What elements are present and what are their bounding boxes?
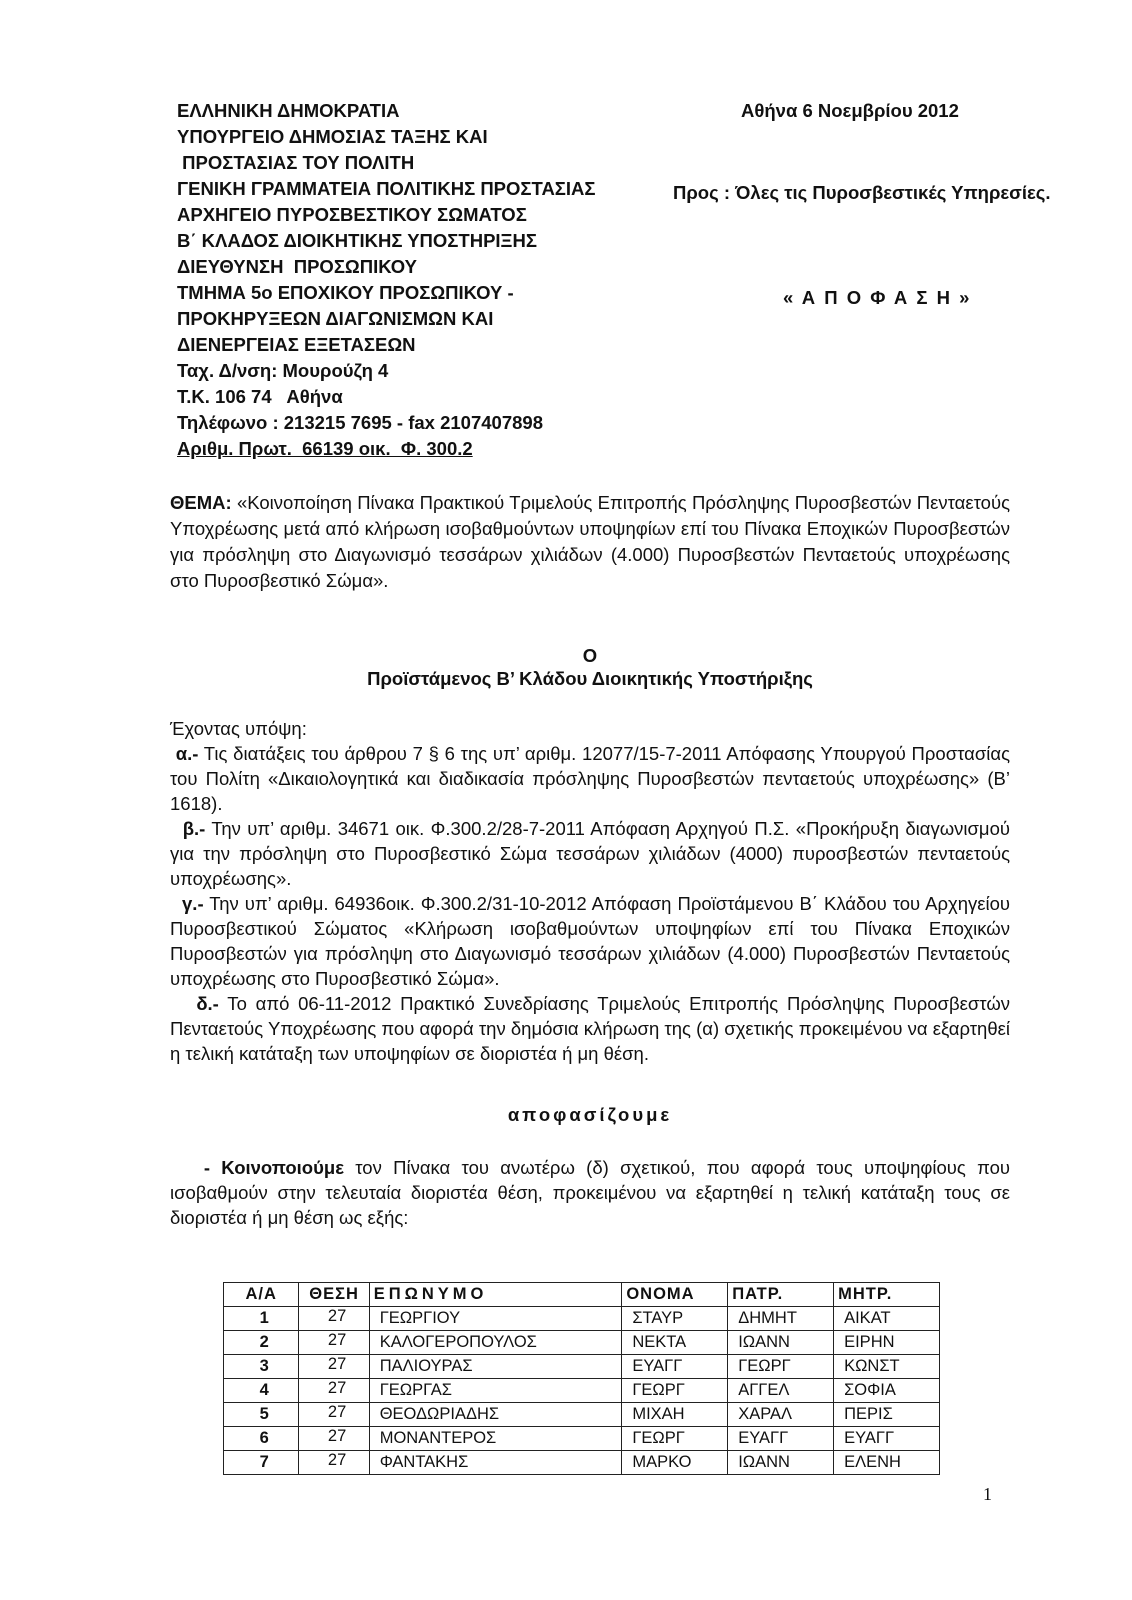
item-text: Τις διατάξεις του άρθρου 7 § 6 της υπ’ αριθμ. 12077/15-7-2011 Απόφασης Υπουργού Προστασίας του Πολίτη «Δικαιολογητικά και διαδικασία πρόσληψης Πυροσβεστών πενταετούς υποχρέωσης» (Β’ 1618). bbox=[170, 743, 1011, 814]
cell-name: ΕΥΑΓΓ bbox=[622, 1355, 728, 1379]
item-text: Την υπ’ αριθμ. 64936οικ. Φ.300.2/31-10-2012 Απόφαση Προϊστάμενου Β΄ Κλάδου του Αρχηγείου Πυροσβεστικού Σώματος «Κλήρωση ισοβαθμούντων υποψηφίων επί του Πίνακα Εποχικών Πυροσβεστών για πρόσληψη στο Διαγωνισμό τεσσάρων χιλιάδων (4.000) Πυροσβεστών Πενταετούς υποχρέωσης στο Πυροσβεστικό Σώμα». bbox=[170, 893, 1011, 989]
cell-aa: 3 bbox=[224, 1355, 299, 1379]
letterhead-line: ΑΡΧΗΓΕΙΟ ΠΥΡΟΣΒΕΣΤΙΚΟΥ ΣΩΜΑΤΟΣ bbox=[177, 204, 527, 225]
considering-intro: Έχοντας υπόψη: bbox=[170, 718, 307, 739]
cell-mother: ΕΥΑΓΓ bbox=[834, 1427, 940, 1451]
subject-text: «Κοινοποίηση Πίνακα Πρακτικού Τριμελούς Επιτροπής Πρόσληψης Πυροσβεστών Πενταετούς Υποχρέωσης μετά από κλήρωση ισοβαθμούντων υποψηφίων επί του Πίνακα Εποχικών Πυροσβεστών για πρόσληψη στο Διαγωνισμό τεσσάρων χιλιάδων (4.000) Πυροσβεστών Πενταετούς υποχρέωσης στο Πυροσβεστικό Σώμα». bbox=[170, 492, 1010, 591]
col-header-surname: ΕΠΩΝΥΜΟ bbox=[369, 1283, 622, 1307]
cell-mother: ΕΙΡΗΝ bbox=[834, 1331, 940, 1355]
cell-mother: ΣΟΦΙΑ bbox=[834, 1379, 940, 1403]
cell-father: ΙΩΑΝΝ bbox=[728, 1451, 834, 1475]
cell-father: ΓΕΩΡΓ bbox=[728, 1355, 834, 1379]
subject-paragraph bbox=[170, 490, 1010, 594]
cell-surname: ΓΕΩΡΓΑΣ bbox=[369, 1379, 622, 1403]
letterhead-line: Β΄ ΚΛΑΔΟΣ ΔΙΟΙΚΗΤΙΚΗΣ ΥΠΟΣΤΗΡΙΞΗΣ bbox=[177, 230, 537, 251]
phone-line: Τηλέφωνο : 213215 7695 - fax 2107407898 bbox=[177, 412, 543, 433]
cell-father: ΙΩΑΝΝ bbox=[728, 1331, 834, 1355]
address-line: Ταχ. Δ/νση: Μουρούζη 4 bbox=[177, 360, 389, 381]
item-text: Το από 06-11-2012 Πρακτικό Συνεδρίασης Τριμελούς Επιτροπής Πρόσληψης Πυροσβεστών Πενταετούς Υποχρέωσης που αφορά την δημόσια κλήρωση της (α) σχετικής προκειμένου να εξαρτηθεί η τελική κατάταξη των υποψηφίων σε διοριστέα ή μη θέση. bbox=[170, 993, 1011, 1064]
announce-text bbox=[170, 1155, 1010, 1230]
table-row bbox=[224, 1307, 940, 1331]
cell-father: ΑΓΓΕΛ bbox=[728, 1379, 834, 1403]
table-row bbox=[224, 1331, 940, 1355]
considering-item bbox=[170, 816, 1010, 891]
considering-section bbox=[170, 716, 1010, 1066]
col-header-position: ΘΕΣΗ bbox=[299, 1283, 369, 1307]
cell-mother: ΠΕΡΙΣ bbox=[834, 1403, 940, 1427]
table-row bbox=[224, 1379, 940, 1403]
cell-position: 27 bbox=[299, 1307, 369, 1331]
letterhead-line: ΥΠΟΥΡΓΕΙΟ ΔΗΜΟΣΙΑΣ ΤΑΞΗΣ ΚΑΙ bbox=[177, 126, 488, 147]
cell-position: 27 bbox=[299, 1331, 369, 1355]
col-header-father: ΠΑΤΡ. bbox=[728, 1283, 834, 1307]
cell-aa: 1 bbox=[224, 1307, 299, 1331]
recipients: Προς : Όλες τις Πυροσβεστικές Υπηρεσίες. bbox=[673, 182, 1051, 203]
cell-mother: ΕΛΕΝΗ bbox=[834, 1451, 940, 1475]
cell-aa: 7 bbox=[224, 1451, 299, 1475]
cell-mother: ΚΩΝΣΤ bbox=[834, 1355, 940, 1379]
cell-position: 27 bbox=[299, 1355, 369, 1379]
cell-surname: ΚΑΛΟΓΕΡΟΠΟΥΛΟΣ bbox=[369, 1331, 622, 1355]
table-row bbox=[224, 1427, 940, 1451]
item-label: δ.- bbox=[196, 993, 219, 1014]
resolve-heading: αποφασίζουμε bbox=[507, 1104, 673, 1125]
col-header-aa: Α/Α bbox=[224, 1283, 299, 1307]
cell-aa: 2 bbox=[224, 1331, 299, 1355]
cell-aa: 4 bbox=[224, 1379, 299, 1403]
cell-surname: ΓΕΩΡΓΙΟΥ bbox=[369, 1307, 622, 1331]
table-header-row bbox=[224, 1283, 940, 1307]
considering-item bbox=[170, 991, 1010, 1066]
table-row bbox=[224, 1451, 940, 1475]
considering-item bbox=[170, 891, 1010, 991]
announce-body: τον Πίνακα του ανωτέρω (δ) σχετικού, που αφορά τους υποψηφίους που ισοβαθμούν στην τελευταία διοριστέα θέση, προκειμένου να εξαρτηθεί η τελική κατάταξη τους σε διοριστέα ή μη θέση ως εξής: bbox=[170, 1157, 1011, 1228]
cell-aa: 5 bbox=[224, 1403, 299, 1427]
table-row bbox=[224, 1355, 940, 1379]
item-label: γ.- bbox=[182, 893, 204, 914]
col-header-mother: ΜΗΤΡ. bbox=[834, 1283, 940, 1307]
cell-position: 27 bbox=[299, 1427, 369, 1451]
announce-lead: - Κοινοποιούμε bbox=[192, 1157, 344, 1178]
letterhead bbox=[177, 98, 596, 462]
cell-name: ΜΑΡΚΟ bbox=[622, 1451, 728, 1475]
considering-item bbox=[170, 741, 1010, 816]
item-label: α.- bbox=[175, 743, 199, 764]
letterhead-line: ΕΛΛΗΝΙΚΗ ΔΗΜΟΚΡΑΤΙΑ bbox=[177, 100, 400, 121]
cell-name: ΝΕΚΤΑ bbox=[622, 1331, 728, 1355]
col-header-name: ΟΝΟΜΑ bbox=[622, 1283, 728, 1307]
subject-label: ΘΕΜΑ: bbox=[170, 492, 232, 513]
cell-mother: ΑΙΚΑΤ bbox=[834, 1307, 940, 1331]
cell-name: ΓΕΩΡΓ bbox=[622, 1379, 728, 1403]
cell-father: ΧΑΡΑΛ bbox=[728, 1403, 834, 1427]
candidates-table bbox=[223, 1282, 940, 1475]
cell-name: ΣΤΑΥΡ bbox=[622, 1307, 728, 1331]
cell-surname: ΘΕΟΔΩΡΙΑΔΗΣ bbox=[369, 1403, 622, 1427]
cell-father: ΔΗΜΗΤ bbox=[728, 1307, 834, 1331]
page-number: 1 bbox=[983, 1484, 992, 1504]
document-date: Αθήνα 6 Νοεμβρίου 2012 bbox=[741, 100, 959, 121]
letterhead-line: ΓΕΝΙΚΗ ΓΡΑΜΜΑΤΕΙΑ ΠΟΛΙΤΙΚΗΣ ΠΡΟΣΤΑΣΙΑΣ bbox=[177, 178, 596, 199]
decision-title: « Α Π Ο Φ Α Σ Η » bbox=[783, 287, 972, 308]
postcode-line: Τ.Κ. 106 74 Αθήνα bbox=[177, 386, 343, 407]
letterhead-line: ΤΜΗΜΑ 5ο ΕΠΟΧΙΚΟΥ ΠΡΟΣΩΠΙΚΟΥ - bbox=[177, 282, 514, 303]
cell-name: ΓΕΩΡΓ bbox=[622, 1427, 728, 1451]
cell-name: ΜΙΧΑΗ bbox=[622, 1403, 728, 1427]
letterhead-line: ΠΡΟΣΤΑΣΙΑΣ ΤΟΥ ΠΟΛΙΤΗ bbox=[177, 152, 415, 173]
cell-father: ΕΥΑΓΓ bbox=[728, 1427, 834, 1451]
cell-aa: 6 bbox=[224, 1427, 299, 1451]
letterhead-line: ΔΙΕΝΕΡΓΕΙΑΣ ΕΞΕΤΑΣΕΩΝ bbox=[177, 334, 416, 355]
letterhead-line: ΔΙΕΥΘΥΝΣΗ ΠΡΟΣΩΠΙΚΟΥ bbox=[177, 256, 417, 277]
cell-position: 27 bbox=[299, 1403, 369, 1427]
cell-surname: ΜΟΝΑΝΤΕΡΟΣ bbox=[369, 1427, 622, 1451]
table-row bbox=[224, 1403, 940, 1427]
cell-surname: ΠΑΛΙΟΥΡΑΣ bbox=[369, 1355, 622, 1379]
protocol-number: Αριθμ. Πρωτ. 66139 οικ. Φ. 300.2 bbox=[177, 438, 473, 459]
cell-position: 27 bbox=[299, 1379, 369, 1403]
announce-paragraph bbox=[170, 1155, 1010, 1230]
cell-surname: ΦΑΝΤΑΚΗΣ bbox=[369, 1451, 622, 1475]
letterhead-line: ΠΡΟΚΗΡΥΞΕΩΝ ΔΙΑΓΩΝΙΣΜΩΝ ΚΑΙ bbox=[177, 308, 494, 329]
item-text: Την υπ’ αριθμ. 34671 οικ. Φ.300.2/28-7-2011 Απόφαση Αρχηγού Π.Σ. «Προκήρυξη διαγωνισμού για την πρόσληψη στο Πυροσβεστικό Σώμα τεσσάρων χιλιάδων (4000) πυροσβεστών πενταετούς υποχρέωσης». bbox=[170, 818, 1011, 889]
authority-title: Προϊστάμενος Β’ Κλάδου Διοικητικής Υποστήριξης bbox=[367, 668, 813, 689]
item-label: β.- bbox=[182, 818, 206, 839]
authority-article: Ο bbox=[582, 645, 598, 666]
cell-position: 27 bbox=[299, 1451, 369, 1475]
